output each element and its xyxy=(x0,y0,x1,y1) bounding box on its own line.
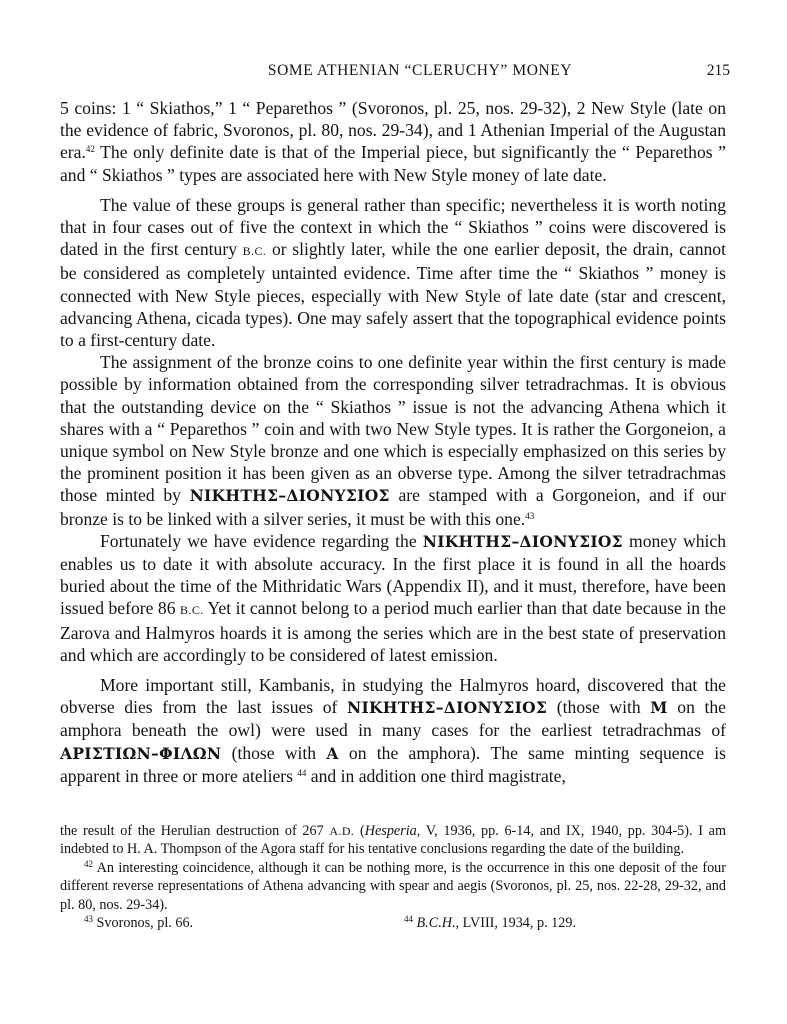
footnote-ref-43[interactable]: 43 xyxy=(525,510,535,521)
footnote-continuation xyxy=(60,822,726,859)
journal-title: Hesperia xyxy=(364,823,417,839)
greek-magistrate-name: ΝΙΚΗΤΗΣ–ΔΙΟΝΥΣΙΟΣ xyxy=(189,486,390,506)
text-run: the result of the Herulian destruction of 267 xyxy=(60,823,330,839)
amphora-letter: A xyxy=(326,743,339,763)
text-run: Fortunately we have evidence regarding the xyxy=(100,530,423,551)
paragraph-1 xyxy=(60,97,726,186)
footnotes xyxy=(60,822,726,932)
footnote-row xyxy=(60,914,726,932)
running-title: SOME ATHENIAN “CLERUCHY” MONEY xyxy=(267,62,573,79)
footnote-42 xyxy=(60,859,726,914)
journal-title: B.C.H. xyxy=(412,915,456,932)
footnote-marker: 42 xyxy=(84,858,93,869)
greek-magistrate-name: ΝΙΚΗΤΗΣ–ΔΙΟΝΥΣΙΟΣ xyxy=(422,531,623,551)
paragraph-3 xyxy=(60,351,726,530)
footnote-44 xyxy=(404,914,576,932)
footnote-43 xyxy=(84,914,193,932)
text-run: 5 coins: 1 “ Skiathos,” 1 “ Peparethos ” (Svoronos, pl. 25, nos. 29-32), 2 New Style (late on the evidence of fabric, Svoronos, pl. 80, nos. 29-34), and 1 Athenian Imperial of the Augustan era. xyxy=(60,98,726,163)
era-abbrev: B.C. xyxy=(180,603,204,618)
amphora-letter: M xyxy=(650,698,668,718)
paragraph-4 xyxy=(60,530,726,666)
text-run: , LVIII, 1934, p. 129. xyxy=(455,915,576,932)
text-run: Svoronos, pl. 66. xyxy=(93,915,194,932)
paragraph-5 xyxy=(60,674,726,787)
text-run: and in addition one third magistrate, xyxy=(306,765,566,786)
greek-magistrate-name: ΑΡΙΣΤΙΩΝ–ΦΙΛΩΝ xyxy=(60,743,222,763)
greek-magistrate-name: ΝΙΚΗΤΗΣ–ΔΙΟΝΥΣΙΟΣ xyxy=(346,698,548,718)
text-run: More important still, Kambanis, in studying the Halmyros hoard, discovered that the obverse dies from the last issues of xyxy=(60,675,726,718)
text-run: An interesting coincidence, although it can be nothing more, is the occurrence in this one deposit of the four different reverse representations of Athena advancing with spear and aegis (Svoronos, pl. 25, nos. 22-28, 29-32, and pl. 80, nos. 29-34). xyxy=(60,859,726,913)
running-head xyxy=(60,62,730,84)
text-run: are stamped with a Gorgoneion, and if our bronze is to be linked with a silver series, it must be with this one. xyxy=(60,485,726,529)
text-run: on the amphora). The same minting sequence is apparent in three or more ateliers xyxy=(60,742,726,786)
text-run: on the amphora beneath the owl) were used in many cases for the earliest tetradrachmas of xyxy=(60,697,726,741)
text-run: (those with xyxy=(547,697,651,718)
text-run: (those with xyxy=(221,742,327,763)
page-number: 215 xyxy=(706,62,730,79)
footnote-marker: 43 xyxy=(84,914,93,925)
footnote-ref-42[interactable]: 42 xyxy=(85,144,95,155)
text-run: or slightly later, while the one earlier deposit, the drain, cannot be considered as completely untainted evidence. Time after time the “ Skiathos ” money is connected with New Style pieces, especially with New Style of late date (star and crescent, advancing Athena, cicada types). One may safely assert that the topographical evidence points to a first-century date. xyxy=(60,239,726,351)
body-text xyxy=(60,97,726,787)
text-run: money which enables us to date it with absolute accuracy. In the first place it is found in all the hoards buried about the time of the Mithridatic Wars (Appendix II), and it must, therefore, have been issued before 86 xyxy=(60,530,726,619)
footnote-ref-44[interactable]: 44 xyxy=(297,767,307,778)
text-run: ( xyxy=(354,823,365,839)
footnote-marker: 44 xyxy=(403,914,413,925)
text-run: The assignment of the bronze coins to one definite year within the first century is made possible by information obtained from the corresponding silver tetradrachmas. It is obvious that the outstanding device on the “ Skiathos ” issue is not the advancing Athena which it shares with a “ Peparethos ” coin and with two New Style types. It is rather the Gorgoneion, a unique symbol on New Style bronze and one which is especially emphasized on this series by the prominent position it has been given as an obverse type. Among the silver tetradrachmas those minted by xyxy=(60,352,726,506)
text-run: , V, 1936, pp. 6-14, and IX, 1940, pp. 304-5). I am indebted to H. A. Thompson of the Agora staff for his tentative conclusions regarding the date of the building. xyxy=(60,823,726,858)
paragraph-2 xyxy=(60,194,726,351)
text-run: Yet it cannot belong to a period much earlier than that date because in the Zarova and Halmyros hoards it is among the series which are in the best state of preservation and which are accordingly to be considered of latest emission. xyxy=(60,598,726,665)
text-run: The value of these groups is general rather than specific; nevertheless it is worth noting that in four cases out of five the context in which the “ Skiathos ” coins were discovered is dated in the first century xyxy=(60,194,726,260)
text-run: The only definite date is that of the Imperial piece, but significantly the “ Peparethos ” and “ Skiathos ” types are associated here with New Style money of late date. xyxy=(60,142,726,185)
era-abbrev: B.C. xyxy=(242,244,267,259)
era-abbrev: A.D. xyxy=(329,824,355,838)
